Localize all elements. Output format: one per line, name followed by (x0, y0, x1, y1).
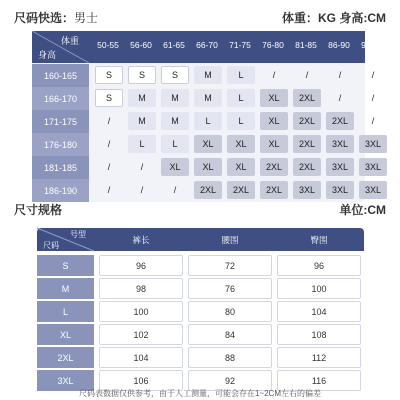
measurement-cell: 112 (277, 347, 361, 368)
measurement-cell: 108 (277, 324, 361, 345)
size-cell: XL (194, 135, 222, 153)
measurement-cell: 100 (99, 301, 183, 322)
size-cell: XL (260, 89, 288, 107)
size-cell: S (95, 66, 123, 84)
size-cell: / (107, 139, 111, 149)
model-label: 号型 (70, 230, 86, 239)
size-cell: 2XL (293, 158, 321, 176)
measurement-cell: 76 (188, 278, 272, 299)
size-cell: / (107, 185, 111, 195)
size-cell: 2XL (293, 135, 321, 153)
height-row-header: 166-170 (32, 87, 89, 110)
size-cell: S (128, 66, 156, 84)
measurement-cell: 96 (277, 255, 361, 276)
size-cell: 3XL (293, 181, 321, 199)
size-cell: 2XL (227, 181, 255, 199)
size-cell: XL (161, 158, 189, 176)
size-cell: 2XL (260, 158, 288, 176)
size-cell: M (161, 112, 189, 130)
measurement-cell: 104 (277, 301, 361, 322)
size-cell: XL (227, 158, 255, 176)
quick-size-table (32, 31, 383, 202)
size-cell: / (371, 70, 375, 80)
weight-axis-label: 体重 (61, 36, 80, 46)
size-row-header: XL (37, 324, 94, 345)
measurement-cell: 116 (277, 370, 361, 391)
size-cell: 2XL (260, 181, 288, 199)
size-cell: L (161, 135, 189, 153)
measurement-cell: 104 (99, 347, 183, 368)
weight-column-header: 71-75 (229, 40, 251, 50)
size-cell: / (371, 116, 375, 126)
size-cell: / (107, 116, 111, 126)
spec-title: 尺寸规格 (14, 202, 63, 217)
size-cell: M (128, 112, 156, 130)
weight-column-header: 86-90 (328, 40, 350, 50)
size-cell: XL (194, 158, 222, 176)
size-cell: 3XL (326, 135, 354, 153)
quick-size-header (14, 8, 386, 26)
measurement-column-header: 臀围 (310, 235, 328, 245)
height-row-header: 171-175 (32, 110, 89, 133)
size-cell: L (128, 135, 156, 153)
size-cell: / (140, 185, 144, 195)
measurement-cell: 84 (188, 324, 272, 345)
size-cell: 3XL (359, 158, 387, 176)
disclaimer-note: 尺码表数据仅供参考，由于人工测量，可能会存在1~2CM左右的偏差 (78, 389, 321, 398)
measurement-cell: 98 (99, 278, 183, 299)
size-cell: / (272, 70, 276, 80)
size-cell: XL (260, 135, 288, 153)
size-row-header: 2XL (37, 347, 94, 368)
size-cell: M (194, 89, 222, 107)
weight-column-header: 91-95 (361, 40, 383, 50)
size-cell: / (338, 70, 342, 80)
height-row-header: 186-190 (32, 179, 89, 202)
size-spec-table (37, 228, 364, 390)
measurement-cell: 106 (99, 370, 183, 391)
height-row-header: 176-180 (32, 133, 89, 156)
spec-table-corner (37, 228, 94, 251)
size-cell: L (227, 66, 255, 84)
height-row-header: 181-185 (32, 156, 89, 179)
weight-column-header: 56-60 (130, 40, 152, 50)
measurement-cell: 72 (188, 255, 272, 276)
table-corner (32, 31, 89, 63)
measurement-cell: 100 (277, 278, 361, 299)
size-cell: M (128, 89, 156, 107)
size-cell: / (338, 93, 342, 103)
size-cell: M (161, 89, 189, 107)
size-cell: XL (227, 135, 255, 153)
height-row-header: 160-165 (32, 64, 89, 87)
measurement-column-header: 腰围 (221, 235, 239, 245)
spec-header (14, 200, 386, 218)
size-row-header: S (37, 255, 94, 276)
weight-column-header: 76-80 (262, 40, 284, 50)
measurement-cell: 102 (99, 324, 183, 345)
size-cell: S (161, 66, 189, 84)
size-cell: L (194, 112, 222, 130)
size-cell: / (371, 93, 375, 103)
size-row-header: 3XL (37, 370, 94, 391)
size-cell: M (194, 66, 222, 84)
size-cell: 2XL (326, 112, 354, 130)
size-cell: 3XL (326, 158, 354, 176)
measurement-column-header: 裤长 (132, 235, 150, 245)
size-cell: 3XL (359, 181, 387, 199)
measurement-cell: 96 (99, 255, 183, 276)
quick-size-title: 尺码快选：男士 (14, 10, 99, 25)
size-row-header: M (37, 278, 94, 299)
size-cell: / (107, 162, 111, 172)
weight-column-header: 66-70 (196, 40, 218, 50)
weight-column-header: 50-55 (97, 40, 119, 50)
size-cell: XL (260, 112, 288, 130)
size-cell: 2XL (194, 181, 222, 199)
size-cell: / (140, 162, 144, 172)
size-cell: S (95, 89, 123, 107)
size-cell: 3XL (359, 135, 387, 153)
size-cell: / (305, 70, 309, 80)
height-axis-label: 身高 (38, 50, 57, 60)
weight-column-header: 61-65 (163, 40, 185, 50)
measurement-cell: 88 (188, 347, 272, 368)
measurement-cell: 92 (188, 370, 272, 391)
size-cell: L (227, 112, 255, 130)
measurement-cell: 80 (188, 301, 272, 322)
size-label: 尺码 (43, 241, 59, 250)
size-cell: 2XL (293, 112, 321, 130)
units-label: 体重：KG 身高:CM (282, 10, 386, 25)
size-cell: L (227, 89, 255, 107)
size-cell: / (173, 185, 177, 195)
weight-column-header: 81-85 (295, 40, 317, 50)
size-cell: 2XL (293, 89, 321, 107)
size-row-header: L (37, 301, 94, 322)
size-cell: 3XL (326, 181, 354, 199)
spec-unit-label: 单位:CM (339, 202, 386, 217)
